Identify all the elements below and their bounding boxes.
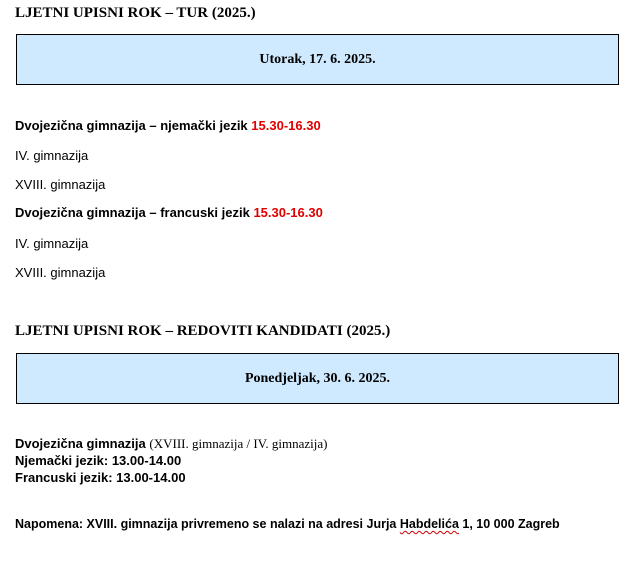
- french-school-1: IV. gimnazija: [15, 236, 89, 251]
- tur-heading: LJETNI UPISNI ROK – TUR (2025.): [15, 5, 256, 21]
- note-text-after: 1, 10 000 Zagreb: [458, 517, 560, 531]
- german-exam-line: Njemački jezik: 13.00-14.00: [15, 453, 182, 468]
- regular-heading: LJETNI UPISNI ROK – REDOVITI KANDIDATI (2025.): [15, 323, 391, 339]
- spellcheck-flagged-word: Habdelića: [399, 517, 459, 531]
- regular-program-schools: (XVIII. gimnazija / IV. gimnazija): [149, 436, 328, 451]
- german-program-time: 15.30-16.30: [251, 118, 321, 133]
- german-school-1: IV. gimnazija: [15, 148, 89, 163]
- german-program-title: Dvojezična gimnazija – njemački jezik: [15, 118, 248, 133]
- regular-program-line: [15, 436, 327, 452]
- german-school-2: XVIII. gimnazija: [15, 177, 106, 192]
- regular-program-label: Dvojezična gimnazija: [15, 436, 146, 451]
- regular-date-box: [16, 353, 619, 404]
- note-text-before: Napomena: XVIII. gimnazija privremeno se nalazi na adresi Jurja: [15, 517, 400, 531]
- regular-date: Ponedjeljak, 30. 6. 2025.: [244, 370, 391, 386]
- french-program-title: Dvojezična gimnazija – francuski jezik: [15, 205, 250, 220]
- tur-date: Utorak, 17. 6. 2025.: [259, 51, 376, 67]
- french-exam-line: Francuski jezik: 13.00-14.00: [15, 470, 186, 485]
- french-program-line: [15, 205, 323, 220]
- french-program-time: 15.30-16.30: [253, 205, 323, 220]
- tur-date-box: [16, 34, 619, 85]
- note-line: [15, 517, 560, 531]
- german-program-line: [15, 118, 321, 133]
- french-school-2: XVIII. gimnazija: [15, 265, 106, 280]
